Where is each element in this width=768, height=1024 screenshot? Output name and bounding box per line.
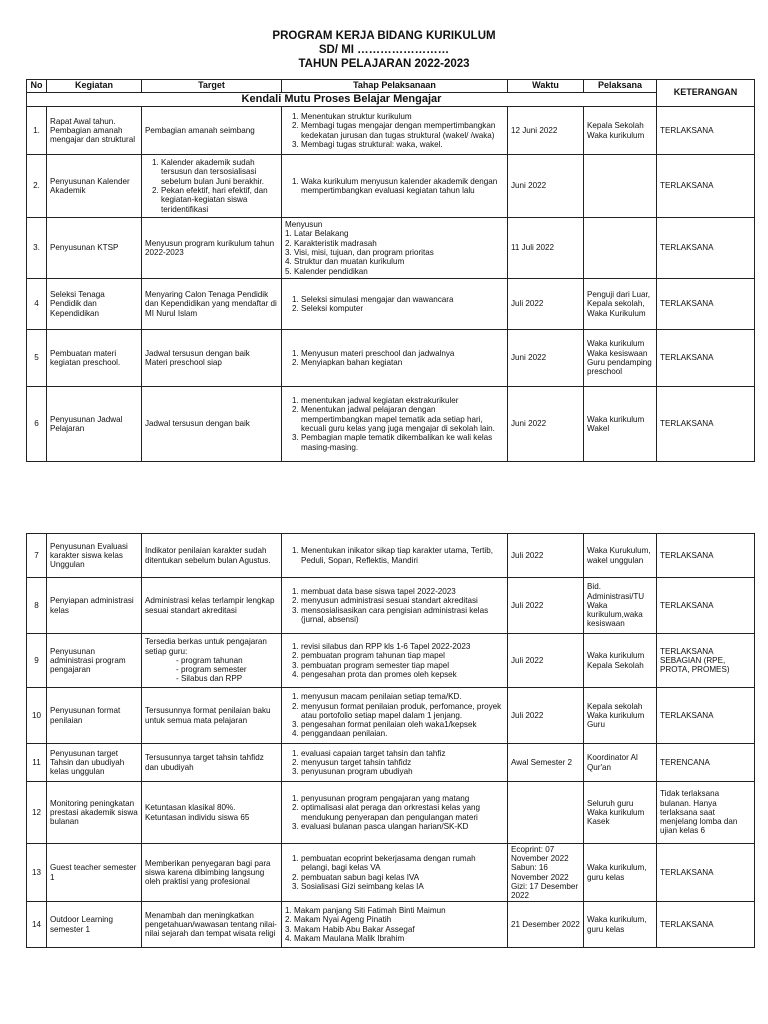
kegiatan-cell: Penyusunan target Tahsin dan ubudiyah kelas unggulan: [47, 744, 142, 782]
tahap-item: 2. menyusun target tahsin tahfidz: [301, 758, 504, 767]
doc-title-line2: SD/ MI ……………………: [318, 44, 450, 56]
target-line: Memberikan penyegaran bagi para siswa karena dibimbing langsung oleh praktisi yang profesional: [145, 858, 271, 887]
table-body-part2: [27, 534, 755, 948]
col-header-tahap: Tahap Pelaksanaan: [282, 80, 508, 93]
pelaksana-line: Waka kurikulum: [587, 339, 645, 349]
tahap-item: 2. pembuatan program tahunan tiap mapel: [301, 651, 504, 660]
keterangan-cell: TERLAKSANA: [657, 279, 755, 330]
target-cell: [142, 902, 282, 948]
tahap-item: 1. Seleksi simulasi mengajar dan wawancara: [301, 295, 504, 304]
tahap-cell: [282, 218, 508, 279]
waktu-cell: Juli 2022: [508, 534, 584, 578]
table-row: [27, 688, 755, 744]
tahap-list: [285, 749, 504, 777]
tahap-item: 1. Menentukan struktur kurikulum: [301, 112, 504, 121]
kegiatan-cell: Penyusunan administrasi program pengajaran: [47, 634, 142, 688]
pelaksana-line: Wakel: [587, 424, 610, 433]
pelaksana-line: Waka kurikulum, guru kelas: [587, 863, 647, 882]
tahap-list: [285, 692, 504, 738]
row-number: 4: [27, 279, 47, 330]
tahap-item: 2. Menentukan jadwal pelajaran dengan mempertimbangkan mapel tematik ada setiap hari, kecuali guru kelas yang juga mengajar di sekolah lain.: [301, 405, 504, 433]
pelaksana-cell: [584, 578, 657, 634]
tahap-item: 3. pengesahan format penilaian oleh waka1/kepsek: [301, 720, 504, 729]
tahap-cell: [282, 279, 508, 330]
row-number: 3.: [27, 218, 47, 279]
tahap-item: 1. penyusunan program pengajaran yang matang: [301, 794, 504, 803]
pelaksana-cell: [584, 902, 657, 948]
target-line: Menyusun program kurikulum tahun 2022-2023: [145, 238, 275, 257]
pelaksana-cell: [584, 155, 657, 218]
pelaksana-line: Waka kurikulum: [587, 130, 645, 140]
target-item: 1. Kalender akademik sudah tersusun dan tersosialisasi sebelum bulan Juni berakhir.: [161, 158, 278, 186]
tahap-item: 1. Menentukan inikator sikap tiap karakter utama, Tertib, Peduli, Sopan, Reflektis, Mandiri: [301, 546, 504, 565]
tahap-cell: [282, 155, 508, 218]
row-number: 10: [27, 688, 47, 744]
tahap-list: [285, 396, 504, 452]
kegiatan-cell: Penyiapan administrasi kelas: [47, 578, 142, 634]
tahap-item: 1. menyusun macam penilaian setiap tema/KD.: [301, 692, 504, 701]
kegiatan-cell: Guest teacher semester 1: [47, 844, 142, 902]
waktu-cell: Juli 2022: [508, 688, 584, 744]
target-line: Tersedia berkas untuk pengajaran setiap guru:: [145, 637, 267, 656]
target-cell: [142, 155, 282, 218]
tahap-item: 3. penyusunan program ubudiyah: [301, 767, 504, 776]
col-header-target: Target: [142, 80, 282, 93]
doc-title-line3: TAHUN PELAJARAN 2022-2023: [298, 58, 470, 70]
kegiatan-cell: Seleksi Tenaga Pendidik dan Kependidikan: [47, 279, 142, 330]
keterangan-cell: TERLAKSANA: [657, 688, 755, 744]
tahap-line: 4. Struktur dan muatan kurikulum: [285, 257, 405, 267]
tahap-cell: [282, 330, 508, 387]
tahap-line: 2. Makam Nyai Ageng Pinatih: [285, 915, 392, 925]
pelaksana-line: Waka Kurukulum, wakel unggulan: [587, 546, 651, 565]
keterangan-cell: TERLAKSANA: [657, 155, 755, 218]
table-row: [27, 578, 755, 634]
row-number: 5: [27, 330, 47, 387]
pelaksana-line: Waka kurikulum: [587, 414, 645, 424]
row-number: 14: [27, 902, 47, 948]
col-header-waktu: Waktu: [508, 80, 584, 93]
tahap-list: [285, 112, 504, 149]
tahap-item: 1. evaluasi capaian target tahsin dan tahfiz: [301, 749, 504, 758]
table-row: [27, 387, 755, 462]
keterangan-cell: TERLAKSANA: [657, 330, 755, 387]
table-row: [27, 902, 755, 948]
pelaksana-cell: [584, 387, 657, 462]
kegiatan-cell: Penyusunan Jadwal Pelajaran: [47, 387, 142, 462]
table-row: [27, 634, 755, 688]
pelaksana-cell: [584, 218, 657, 279]
target-cell: [142, 744, 282, 782]
tahap-item: 4. penggandaan penilaian.: [301, 729, 504, 738]
tahap-list: [285, 546, 504, 565]
tahap-line: 4. Makam Maulana Malik Ibrahim: [285, 933, 405, 943]
keterangan-cell: Tidak terlaksana bulanan. Hanya terlaksana saat menjelang lomba dan ujian kelas 6: [657, 782, 755, 844]
pelaksana-cell: [584, 844, 657, 902]
kegiatan-cell: Outdoor Learning semester 1: [47, 902, 142, 948]
row-number: 7: [27, 534, 47, 578]
tahap-line: Menyusun: [285, 220, 323, 230]
program-table-part1: [26, 79, 755, 462]
target-cell: [142, 578, 282, 634]
keterangan-cell: TERENCANA: [657, 744, 755, 782]
pelaksana-line: Seluruh guru: [587, 798, 634, 808]
table-row: [27, 782, 755, 844]
row-number: 13: [27, 844, 47, 902]
target-cell: [142, 279, 282, 330]
tahap-line: 2. Karakteristik madrasah: [285, 238, 377, 248]
kegiatan-cell: Rapat Awal tahun. Pembagian amanah mengajar dan struktural: [47, 107, 142, 155]
pelaksana-line: Kepala Sekolah: [587, 121, 644, 131]
target-line: Administrasi kelas terlampir lengkap sesuai standart akreditasi: [145, 596, 275, 615]
tahap-cell: [282, 634, 508, 688]
tahap-cell: [282, 688, 508, 744]
waktu-cell: Awal Semester 2: [508, 744, 584, 782]
tahap-item: 2. optimalisasi alat peraga dan orkrestasi kelas yang mendukung penyerapan dan pengulangan materi: [301, 803, 504, 822]
target-line: Menambah dan meningkatkan pengetahuan/wawasan tentang nilai-nilai sejarah dan tempat wisata religi: [145, 910, 277, 939]
col-header-pelaksana: Pelaksana: [584, 80, 657, 93]
section-title: Kendali Mutu Proses Belajar Mengajar: [27, 93, 657, 107]
kegiatan-cell: Penyusunan Kalender Akademik: [47, 155, 142, 218]
pelaksana-cell: [584, 330, 657, 387]
col-header-no: No: [27, 80, 47, 93]
target-cell: [142, 387, 282, 462]
pelaksana-line: Waka kurikulum: [587, 807, 645, 817]
tahap-cell: [282, 107, 508, 155]
table-row: [27, 534, 755, 578]
pelaksana-line: Kasek: [587, 817, 610, 827]
tahap-cell: [282, 782, 508, 844]
kegiatan-cell: Penyusunan format penilaian: [47, 688, 142, 744]
target-line: Menyaring Calon Tenaga Pendidik dan Kependidikan yang mendaftar di MI Nurul Islam: [145, 290, 277, 318]
program-table-part2: [26, 533, 755, 948]
tahap-list: [285, 587, 504, 615]
target-line: Tersusunnya target tahsin tahfidz dan ubudiyah: [145, 753, 264, 772]
target-cell: [142, 688, 282, 744]
kegiatan-cell: Penyusunan KTSP: [47, 218, 142, 279]
pelaksana-line: Waka kesiswaan: [587, 348, 648, 358]
tahap-item: 2. Menyiapkan bahan kegiatan: [301, 358, 504, 367]
waktu-cell: Juni 2022: [508, 330, 584, 387]
tahap-line: 3. Makam Habib Abu Bakar Assegaf: [285, 924, 415, 934]
tahap-item: 2. menyusun administrasi sesuai standart akreditasi: [301, 596, 504, 605]
tahap-item: 2. Membagi tugas mengajar dengan mempertimbangkan kedekatan jurusan dan tugas struktural (wakel/ /waka): [301, 121, 504, 140]
tahap-cell: [282, 744, 508, 782]
tahap-line: 5. Kalender pendidikan: [285, 266, 368, 276]
target-line: Ketuntasan individu siswa 65: [145, 812, 250, 822]
doc-title-line1: PROGRAM KERJA BIDANG KURIKULUM: [272, 30, 496, 42]
target-line: Indikator penilaian karakter sudah ditentukan sebelum bulan Agustus.: [145, 546, 271, 565]
tahap-cell: [282, 844, 508, 902]
pelaksana-line: Guru pendamping preschool: [587, 358, 652, 377]
tahap-list: [285, 295, 504, 314]
keterangan-cell: TERLAKSANA: [657, 902, 755, 948]
tahap-list: [285, 349, 504, 368]
tahap-list: [285, 794, 504, 831]
pelaksana-line: Penguji dari Luar, Kepala sekolah, Waka Kurikulum: [587, 290, 650, 318]
target-cell: [142, 634, 282, 688]
tahap-item: 4. pengesahan prota dan promes oleh kepsek: [301, 670, 504, 679]
keterangan-cell: TERLAKSANA: [657, 844, 755, 902]
target-cell: [142, 218, 282, 279]
col-header-kegiatan: Kegiatan: [47, 80, 142, 93]
target-line: Jadwal tersusun dengan baik: [145, 419, 250, 429]
tahap-line: 1. Latar Belakang: [285, 229, 349, 239]
target-item: 2. Pekan efektif, hari efektif, dan kegiatan-kegiatan siswa teridentifikasi: [161, 186, 278, 214]
keterangan-cell: TERLAKSANA: [657, 387, 755, 462]
target-cell: [142, 844, 282, 902]
tahap-item: 2. menyusun format penilaian produk, perfomance, proyek atau portofolio setiap mapel dalam 1 jenjang.: [301, 702, 504, 721]
target-list: [145, 158, 278, 214]
pelaksana-cell: [584, 634, 657, 688]
tahap-item: 3. pembuatan program semester tiap mapel: [301, 661, 504, 670]
keterangan-cell: TERLAKSANA SEBAGIAN (RPE, PROTA, PROMES): [657, 634, 755, 688]
pelaksana-line: Waka kurikulum: [587, 710, 645, 720]
target-dash-item: - program tahunan: [185, 656, 278, 665]
table-body-part1: [27, 107, 755, 462]
row-number: 6: [27, 387, 47, 462]
tahap-cell: [282, 578, 508, 634]
waktu-cell: Ecoprint: 07 November 2022 Sabun: 16 November 2022 Gizi: 17 Desember 2022: [508, 844, 584, 902]
col-header-keterangan: KETERANGAN: [657, 80, 755, 107]
pelaksana-line: Bid. Administrasi/TU: [587, 582, 645, 601]
pelaksana-cell: [584, 534, 657, 578]
waktu-cell: Juni 2022: [508, 387, 584, 462]
tahap-item: 3. Sosialisasi Gizi seimbang kelas IA: [301, 882, 504, 891]
row-number: 11: [27, 744, 47, 782]
target-cell: [142, 534, 282, 578]
row-number: 12: [27, 782, 47, 844]
keterangan-cell: TERLAKSANA: [657, 107, 755, 155]
table-row: [27, 218, 755, 279]
pelaksana-line: Guru: [587, 720, 605, 730]
tahap-list: [285, 854, 504, 891]
tahap-cell: [282, 902, 508, 948]
tahap-item: 2. pembuatan sabun bagi kelas IVA: [301, 873, 504, 882]
keterangan-cell: TERLAKSANA: [657, 578, 755, 634]
waktu-cell: 11 Juli 2022: [508, 218, 584, 279]
row-number: 2.: [27, 155, 47, 218]
pelaksana-cell: [584, 782, 657, 844]
tahap-item: 1. revisi silabus dan RPP kls 1-6 Tapel 2022-2023: [301, 642, 504, 651]
tahap-item: 1. menentukan jadwal kegiatan ekstrakurikuler: [301, 396, 504, 405]
pelaksana-line: Kepala Sekolah: [587, 660, 644, 670]
keterangan-cell: TERLAKSANA: [657, 534, 755, 578]
row-number: 8: [27, 578, 47, 634]
target-dash-list: [145, 656, 278, 684]
waktu-cell: Juli 2022: [508, 279, 584, 330]
target-line: Ketuntasan klasikal 80%.: [145, 803, 236, 813]
table-row: [27, 155, 755, 218]
tahap-item: 3. evaluasi bulanan pasca ulangan harian/SK-KD: [301, 822, 504, 831]
tahap-list: [285, 642, 504, 679]
pelaksana-cell: [584, 279, 657, 330]
pelaksana-line: Kepala sekolah: [587, 701, 643, 711]
pelaksana-line: Waka kurikulum, guru kelas: [587, 915, 647, 934]
table-row: [27, 279, 755, 330]
tahap-list: [285, 177, 504, 196]
pelaksana-cell: [584, 688, 657, 744]
tahap-item: 1. Menyusun materi preschool dan jadwalnya: [301, 349, 504, 358]
target-line: Jadwal tersusun dengan baik: [145, 348, 250, 358]
target-cell: [142, 782, 282, 844]
target-cell: [142, 330, 282, 387]
waktu-cell: 21 Desember 2022: [508, 902, 584, 948]
waktu-cell: 12 Juni 2022: [508, 107, 584, 155]
tahap-item: 3. Membagi tugas struktural: waka, wakel.: [301, 140, 504, 149]
waktu-cell: Juni 2022: [508, 155, 584, 218]
tahap-item: 3. Pembagian maple tematik dikembalikan ke wali kelas masing-masing.: [301, 433, 504, 452]
pelaksana-cell: [584, 744, 657, 782]
target-dash-item: - program semester: [185, 665, 278, 674]
tahap-line: 3. Visi, misi, tujuan, dan program prioritas: [285, 248, 434, 257]
table-row: [27, 844, 755, 902]
waktu-cell: Juli 2022: [508, 578, 584, 634]
pelaksana-line: Waka kurikulum: [587, 651, 645, 661]
tahap-cell: [282, 387, 508, 462]
waktu-cell: [508, 782, 584, 844]
waktu-cell: Juli 2022: [508, 634, 584, 688]
pelaksana-line: Waka kurikulum,waka kesiswaan: [587, 600, 643, 629]
tahap-line: 1. Makam panjang Siti Fatimah Binti Maimun: [285, 905, 446, 915]
tahap-item: 1. Waka kurikulum menyusun kalender akademik dengan mempertimbangkan evaluasi kegiatan tahun lalu: [301, 177, 504, 196]
tahap-cell: [282, 534, 508, 578]
kegiatan-cell: Penyusunan Evaluasi karakter siswa kelas Unggulan: [47, 534, 142, 578]
target-cell: [142, 107, 282, 155]
target-line: Materi preschool siap: [145, 358, 222, 367]
target-line: Tersusunnya format penilaian baku untuk semua mata pelajaran: [145, 706, 271, 725]
pelaksana-line: Koordinator Al Qur'an: [587, 753, 638, 772]
pelaksana-cell: [584, 107, 657, 155]
keterangan-cell: TERLAKSANA: [657, 218, 755, 279]
target-dash-item: - Silabus dan RPP: [185, 674, 278, 683]
table-row: [27, 744, 755, 782]
tahap-note: (jurnal, absensi): [301, 614, 359, 624]
tahap-item: 1. membuat data base siswa tapel 2022-2023: [301, 587, 504, 596]
row-number: 1.: [27, 107, 47, 155]
table-row: [27, 330, 755, 387]
tahap-item: 2. Seleksi komputer: [301, 304, 504, 313]
table-row: [27, 107, 755, 155]
kegiatan-cell: Pembuatan materi kegiatan preschool.: [47, 330, 142, 387]
kegiatan-cell: Monitoring peningkatan prestasi akademik siswa bulanan: [47, 782, 142, 844]
tahap-item: 1. pembuatan ecoprint bekerjasama dengan rumah pelangi, bagi kelas VA: [301, 854, 504, 873]
tahap-item: 3. mensosialisasikan cara pengisian administrasi kelas: [301, 606, 504, 615]
target-line: Pembagian amanah seimbang: [145, 125, 255, 135]
row-number: 9: [27, 634, 47, 688]
